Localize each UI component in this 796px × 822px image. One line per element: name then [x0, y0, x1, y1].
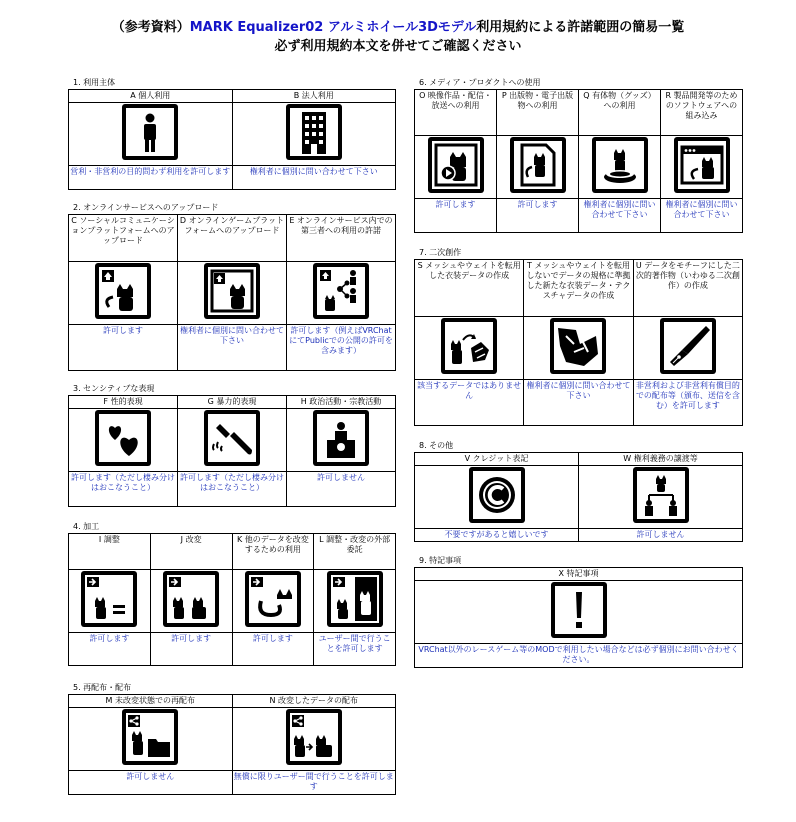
- cell-value: 該当するデータではありません: [415, 380, 524, 426]
- title-prefix: （参考資料）: [111, 20, 190, 35]
- knife-icon: [204, 410, 260, 466]
- transfer-icon: [633, 467, 689, 523]
- software-icon: [674, 137, 730, 193]
- cell-label: J 改変: [150, 534, 232, 570]
- cell-value: 許可します: [69, 325, 178, 371]
- section-media-product: [414, 77, 743, 233]
- section-processing: [68, 521, 396, 666]
- outsource-icon: [327, 571, 383, 627]
- cell-value: 権利者に個別に問い合わせて下さい: [232, 166, 396, 190]
- title-model: MARK Equalizer02 アルミホイール3Dモデル: [189, 20, 477, 35]
- section-title: 6. メディア・プロダクトへの使用: [419, 78, 541, 87]
- section-redistribution: [68, 682, 396, 795]
- cell-label: O 映像作品・配信・放送への利用: [415, 90, 497, 136]
- cell-label: U データをモチーフにした二次的著作物（いわゆる二次創作）の作成: [633, 260, 742, 317]
- copyright-icon: [469, 467, 525, 523]
- section-special-notes: [414, 555, 743, 668]
- section-online-upload: [68, 202, 396, 371]
- section-title: 5. 再配布・配布: [73, 683, 132, 692]
- video-icon: [428, 137, 484, 193]
- section-table: [414, 89, 743, 233]
- upload-game-icon: [204, 263, 260, 319]
- share-users-icon: [313, 263, 369, 319]
- cell-value: 許可します（例えばVRChatにてPublicでの公開の許可を含みます）: [287, 325, 396, 371]
- page-subtitle: 必ず利用規約本文を併せてご確認ください: [274, 39, 522, 54]
- cell-label: D オンラインゲームプラットフォームへのアップロード: [178, 215, 287, 262]
- cell-value: 権利者に個別に問い合わせて下さい: [524, 380, 633, 426]
- publication-icon: [510, 137, 566, 193]
- title-suffix: 利用規約による許諾範囲の簡易一覧: [476, 20, 685, 35]
- cell-value: 許可しません: [287, 472, 396, 507]
- person-icon: [122, 104, 178, 160]
- cell-label: S メッシュやウェイトを転用した衣装データの作成: [415, 260, 524, 317]
- tail-icon: [245, 571, 301, 627]
- section-title: 8. その他: [419, 441, 454, 450]
- cell-value: 許可します: [232, 633, 314, 666]
- section-sensitive-expression: [68, 383, 396, 507]
- cell-value: 許可しません: [579, 529, 743, 542]
- cell-label: L 調整・改変の外部委託: [314, 534, 396, 570]
- section-title: 7. 二次創作: [419, 248, 462, 257]
- section-derivative-works: [414, 247, 743, 426]
- cell-label: P 出版物・電子出版物への利用: [497, 90, 579, 136]
- building-icon: [286, 104, 342, 160]
- cell-value: ユーザー間で行うことを許可します: [314, 633, 396, 666]
- cell-value: VRChat以外のレースゲーム等のMODで利用したい場合などは必ず個別にお問い合わせください。: [415, 644, 743, 668]
- cell-label: M 未改変状態での再配布: [69, 695, 233, 708]
- section-table: [68, 694, 396, 795]
- cell-value: 無償に限りユーザー間で行うことを許可します: [232, 771, 396, 795]
- cell-label: V クレジット表記: [415, 453, 579, 466]
- cell-value: 許可します: [497, 199, 579, 233]
- cell-label: K 他のデータを改変するための利用: [232, 534, 314, 570]
- cell-value: 許可します: [415, 199, 497, 233]
- section-table: [68, 214, 396, 371]
- section-title: 4. 加工: [73, 522, 100, 531]
- cell-value: 権利者に個別に問い合わせて下さい: [178, 325, 287, 371]
- section-table: [414, 567, 743, 668]
- cell-label: C ソーシャルコミュニケーションプラットフォームへのアップロード: [69, 215, 178, 262]
- goods-icon: [592, 137, 648, 193]
- pen-icon: [660, 318, 716, 374]
- cell-label: I 調整: [69, 534, 151, 570]
- section-table: [414, 452, 743, 542]
- section-table: [414, 259, 743, 426]
- cell-label: X 特記事項: [415, 568, 743, 581]
- folder-share-icon: [122, 709, 178, 765]
- cell-label: B 法人利用: [232, 90, 396, 103]
- section-title: 1. 利用主体: [73, 78, 116, 87]
- cell-value: 不要ですがあると嬉しいです: [415, 529, 579, 542]
- cell-value: 許可しません: [69, 771, 233, 795]
- section-table: [68, 395, 396, 507]
- cell-value: 権利者に個別に問い合わせて下さい: [661, 199, 743, 233]
- cell-value: 許可します（ただし棲み分けはおこなうこと）: [69, 472, 178, 507]
- cell-value: 許可します（ただし棲み分けはおこなうこと）: [178, 472, 287, 507]
- cell-label: A 個人利用: [69, 90, 233, 103]
- section-table: [68, 89, 396, 190]
- cell-value: 許可します: [150, 633, 232, 666]
- cell-label: F 性的表現: [69, 396, 178, 409]
- section-title: 2. オンラインサービスへのアップロード: [73, 203, 219, 212]
- podium-icon: [313, 410, 369, 466]
- section-table: [68, 533, 396, 666]
- cell-label: E オンラインサービス内での第三者への利用の許諾: [287, 215, 396, 262]
- hearts-icon: [95, 410, 151, 466]
- upload-cat-icon: [95, 263, 151, 319]
- page-title: [0, 16, 796, 35]
- cell-label: N 改変したデータの配布: [232, 695, 396, 708]
- cell-value: 許可します: [69, 633, 151, 666]
- cell-label: Q 有体物（グッズ）への利用: [579, 90, 661, 136]
- cell-label: T メッシュやウェイトを転用しないでデータの規格に準拠した新たな衣装データ・テクスチャデータの作成: [524, 260, 633, 317]
- mesh-convert-icon: [441, 318, 497, 374]
- cell-label: G 暴力的表現: [178, 396, 287, 409]
- cloth-icon: [550, 318, 606, 374]
- cell-value: 営利・非営利の目的問わず利用を許可します: [69, 166, 233, 190]
- exclamation-icon: [551, 582, 607, 638]
- adjust-icon: [81, 571, 137, 627]
- section-other: [414, 440, 743, 542]
- cell-label: H 政治活動・宗教活動: [287, 396, 396, 409]
- section-title: 3. センシティブな表現: [73, 384, 155, 393]
- cell-value: 非営利および非営利有償目的での配布等（頒布、送信を含む）を許可します: [633, 380, 742, 426]
- modified-share-icon: [286, 709, 342, 765]
- section-usage-subject: [68, 77, 396, 190]
- section-title: 9. 特記事項: [419, 556, 462, 565]
- cell-label: R 製品開発等のためのソフトウェアへの組み込み: [661, 90, 743, 136]
- cell-label: W 権利義務の譲渡等: [579, 453, 743, 466]
- modify-icon: [163, 571, 219, 627]
- cell-value: 権利者に個別に問い合わせて下さい: [579, 199, 661, 233]
